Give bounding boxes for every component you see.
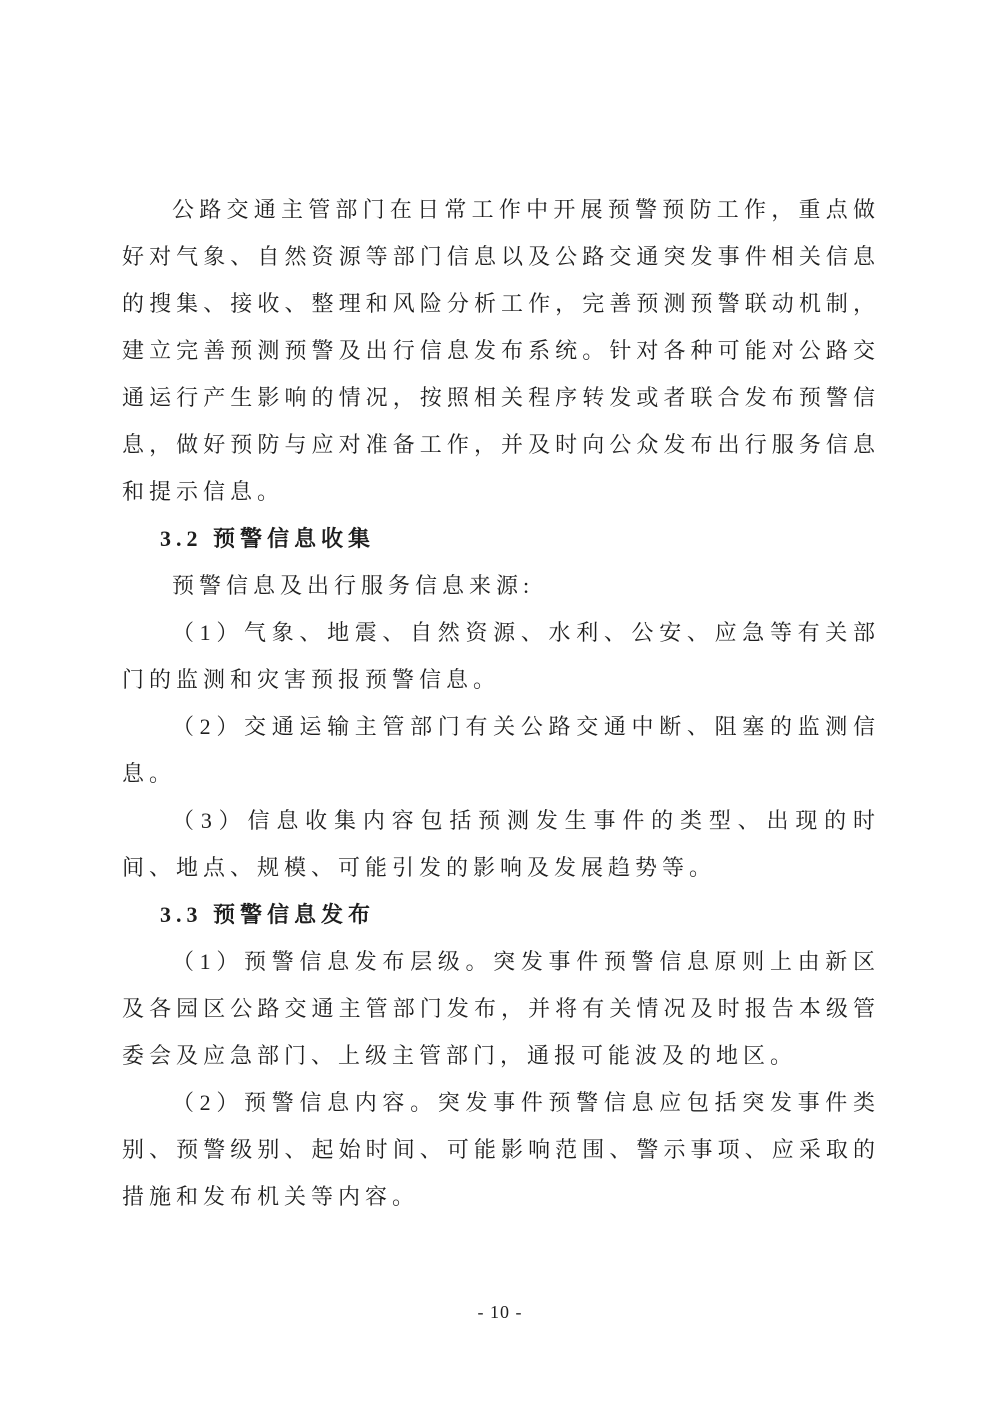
paragraph-source-item-1-departments: （1）气象、地震、自然资源、水利、公安、应急等有关部门的监测和灾害预报预警信息。 [122,620,880,692]
section-heading-3-2-warning-info-collection: 3.2 预警信息收集 [160,526,376,551]
page-footer [0,1300,1000,1324]
paragraph-release-item-1-release-level: （1）预警信息发布层级。突发事件预警信息原则上由新区及各园区公路交通主管部门发布，并将有关情况及时报告本级管委会及应急部门、上级主管部门，通报可能波及的地区。 [122,949,880,1068]
paragraph-release-item-2-release-content: （2）预警信息内容。突发事件预警信息应包括突发事件类别、预警级别、起始时间、可能影响范围、警示事项、应采取的措施和发布机关等内容。 [122,1090,880,1209]
document-body [122,186,880,1220]
paragraph-source-item-3-collection-content: （3）信息收集内容包括预测发生事件的类型、出现的时间、地点、规模、可能引发的影响及发展趋势等。 [122,808,880,880]
paragraph-source-item-2-transport-monitoring: （2）交通运输主管部门有关公路交通中断、阻塞的监测信息。 [122,714,880,786]
paragraph-warning-prevention-overview: 公路交通主管部门在日常工作中开展预警预防工作，重点做好对气象、自然资源等部门信息以及公路交通突发事件相关信息的搜集、接收、整理和风险分析工作，完善预测预警联动机制，建立完善预测预警及出行信息发布系统。针对各种可能对公路交通运行产生影响的情况，按照相关程序转发或者联合发布预警信息，做好预防与应对准备工作，并及时向公众发布出行服务信息和提示信息。 [122,197,880,504]
page-number: - 10 - [477,1302,523,1322]
section-heading-3-3-warning-info-release: 3.3 预警信息发布 [160,902,376,927]
paragraph-info-sources-intro: 预警信息及出行服务信息来源: [172,573,535,598]
